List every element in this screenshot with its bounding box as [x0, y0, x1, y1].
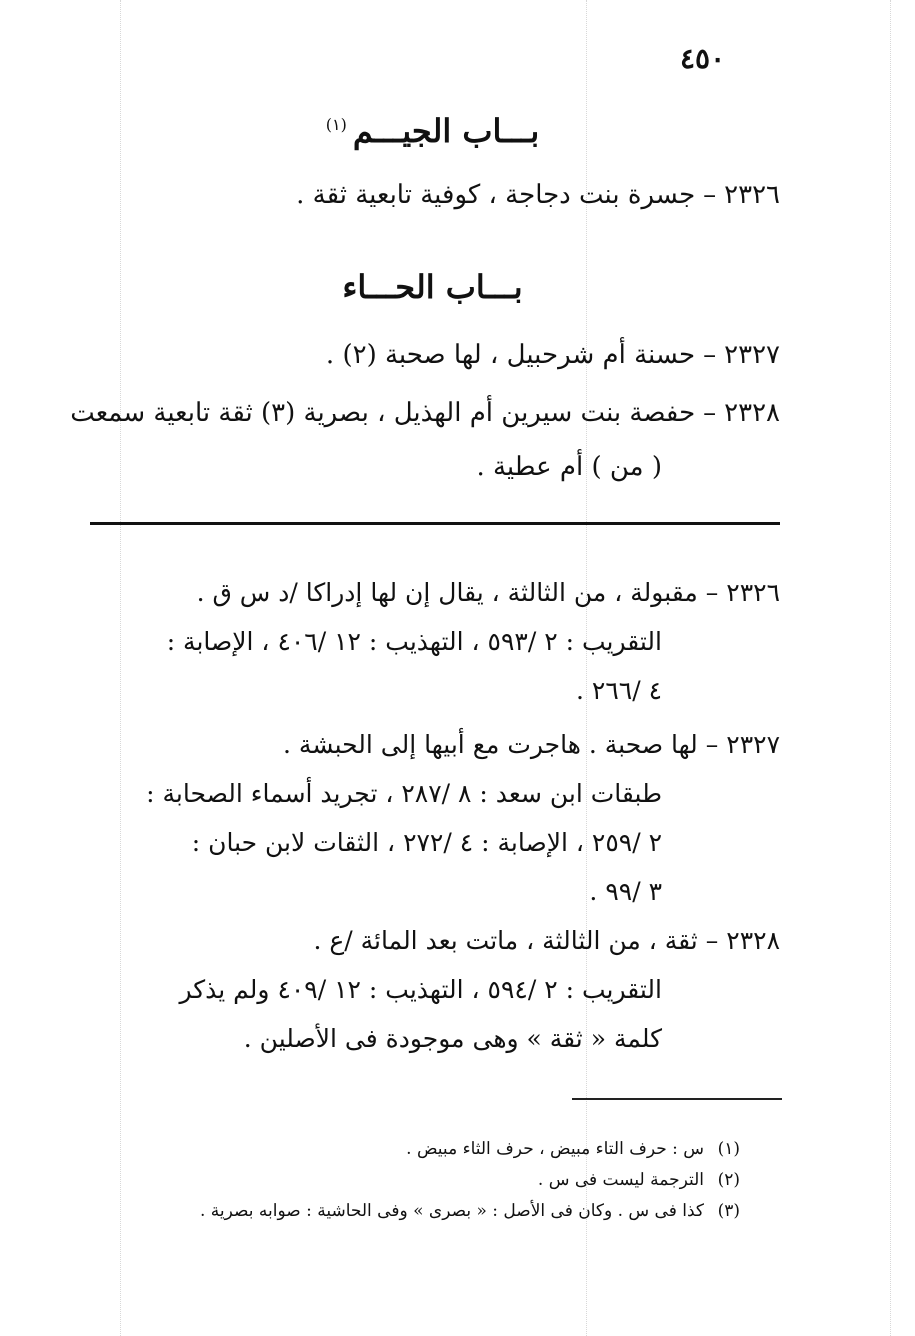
entry-number: ٢٣٢٨	[724, 398, 780, 428]
notes-divider	[90, 522, 780, 525]
note-line: التقريب : ٢ /٥٩٤ ، التهذيب : ١٢ /٤٠٩ ولم يذكر	[179, 975, 662, 1004]
note-line: ٢٣٢٧–لها صحبة . هاجرت مع أبيها إلى الحبشة .	[283, 730, 780, 759]
section-heading-haa-title: بـــاب الحـــاء	[342, 268, 523, 306]
note-line: ٤ /٢٦٦ .	[575, 676, 662, 705]
note-2327	[90, 720, 780, 916]
entry-text: حفصة بنت سيرين أم الهذيل ، بصرية (٣) ثقة تابعية سمعت	[70, 398, 696, 428]
page-number: ٤٥٠	[680, 42, 726, 75]
entry-2326	[100, 168, 780, 222]
entry-line: ٢٣٢٨–حفصة بنت سيرين أم الهذيل ، بصرية (٣) ثقة تابعية سمعت	[70, 398, 780, 428]
entry-line: ( من ) أم عطية .	[476, 452, 662, 482]
footnote-text: س : حرف التاء مبيض ، حرف الثاء مبيض .	[406, 1139, 704, 1159]
footnotes	[100, 1134, 740, 1227]
footnote-1	[100, 1134, 740, 1165]
footnote-text: الترجمة ليست فى س .	[537, 1170, 704, 1190]
note-number: ٢٣٢٧	[726, 730, 780, 759]
entry-2328	[70, 386, 780, 494]
note-2326	[90, 568, 780, 715]
entry-number: ٢٣٢٧	[724, 340, 780, 370]
note-line: ٢٣٢٨–ثقة ، من الثالثة ، ماتت بعد المائة /ع .	[313, 926, 780, 955]
footnote-rule	[572, 1098, 782, 1100]
section-heading-jim-title: بـــاب الجيـــم	[352, 112, 540, 150]
note-line: كلمة « ثقة » وهى موجودة فى الأصلين .	[243, 1024, 662, 1053]
note-line: التقريب : ٢ /٥٩٣ ، التهذيب : ١٢ /٤٠٦ ، الإصابة :	[166, 627, 662, 656]
note-line: طبقات ابن سعد : ٨ /٢٨٧ ، تجريد أسماء الصحابة :	[146, 779, 662, 808]
scan-guide-line	[890, 0, 891, 1336]
note-line: ٣ /٩٩ .	[589, 877, 662, 906]
section-heading-haa	[100, 268, 765, 306]
footnote-ref: (١)	[325, 115, 347, 135]
footnote-key: (٣)	[717, 1201, 740, 1221]
footnote-key: (١)	[717, 1139, 740, 1159]
section-heading-jim	[100, 112, 765, 150]
note-text: مقبولة ، من الثالثة ، يقال إن لها إدراكا /د س ق .	[196, 578, 698, 607]
entry-line: ٢٣٢٧–حسنة أم شرحبيل ، لها صحبة (٢) .	[325, 340, 780, 370]
footnote-key: (٢)	[717, 1170, 740, 1190]
entry-line: ٢٣٢٦–جسرة بنت دجاجة ، كوفية تابعية ثقة .	[296, 180, 780, 210]
note-text: ثقة ، من الثالثة ، ماتت بعد المائة /ع .	[313, 926, 698, 955]
note-line: ٢٣٢٦–مقبولة ، من الثالثة ، يقال إن لها إدراكا /د س ق .	[196, 578, 780, 607]
note-2328	[90, 916, 780, 1063]
entry-text: حسنة أم شرحبيل ، لها صحبة (٢) .	[325, 340, 696, 370]
entry-number: ٢٣٢٦	[724, 180, 780, 210]
note-number: ٢٣٢٦	[726, 578, 780, 607]
footnote-text: كذا فى س . وكان فى الأصل : « بصرى » وفى الحاشية : صوابه بصرية .	[200, 1201, 704, 1221]
note-text: لها صحبة . هاجرت مع أبيها إلى الحبشة .	[283, 730, 698, 759]
footnote-3	[100, 1196, 740, 1227]
note-number: ٢٣٢٨	[726, 926, 780, 955]
footnote-2	[100, 1165, 740, 1196]
note-line: ٢ /٢٥٩ ، الإصابة : ٤ /٢٧٢ ، الثقات لابن حبان :	[191, 828, 662, 857]
entry-text: جسرة بنت دجاجة ، كوفية تابعية ثقة .	[296, 180, 696, 210]
entry-2327	[100, 328, 780, 382]
